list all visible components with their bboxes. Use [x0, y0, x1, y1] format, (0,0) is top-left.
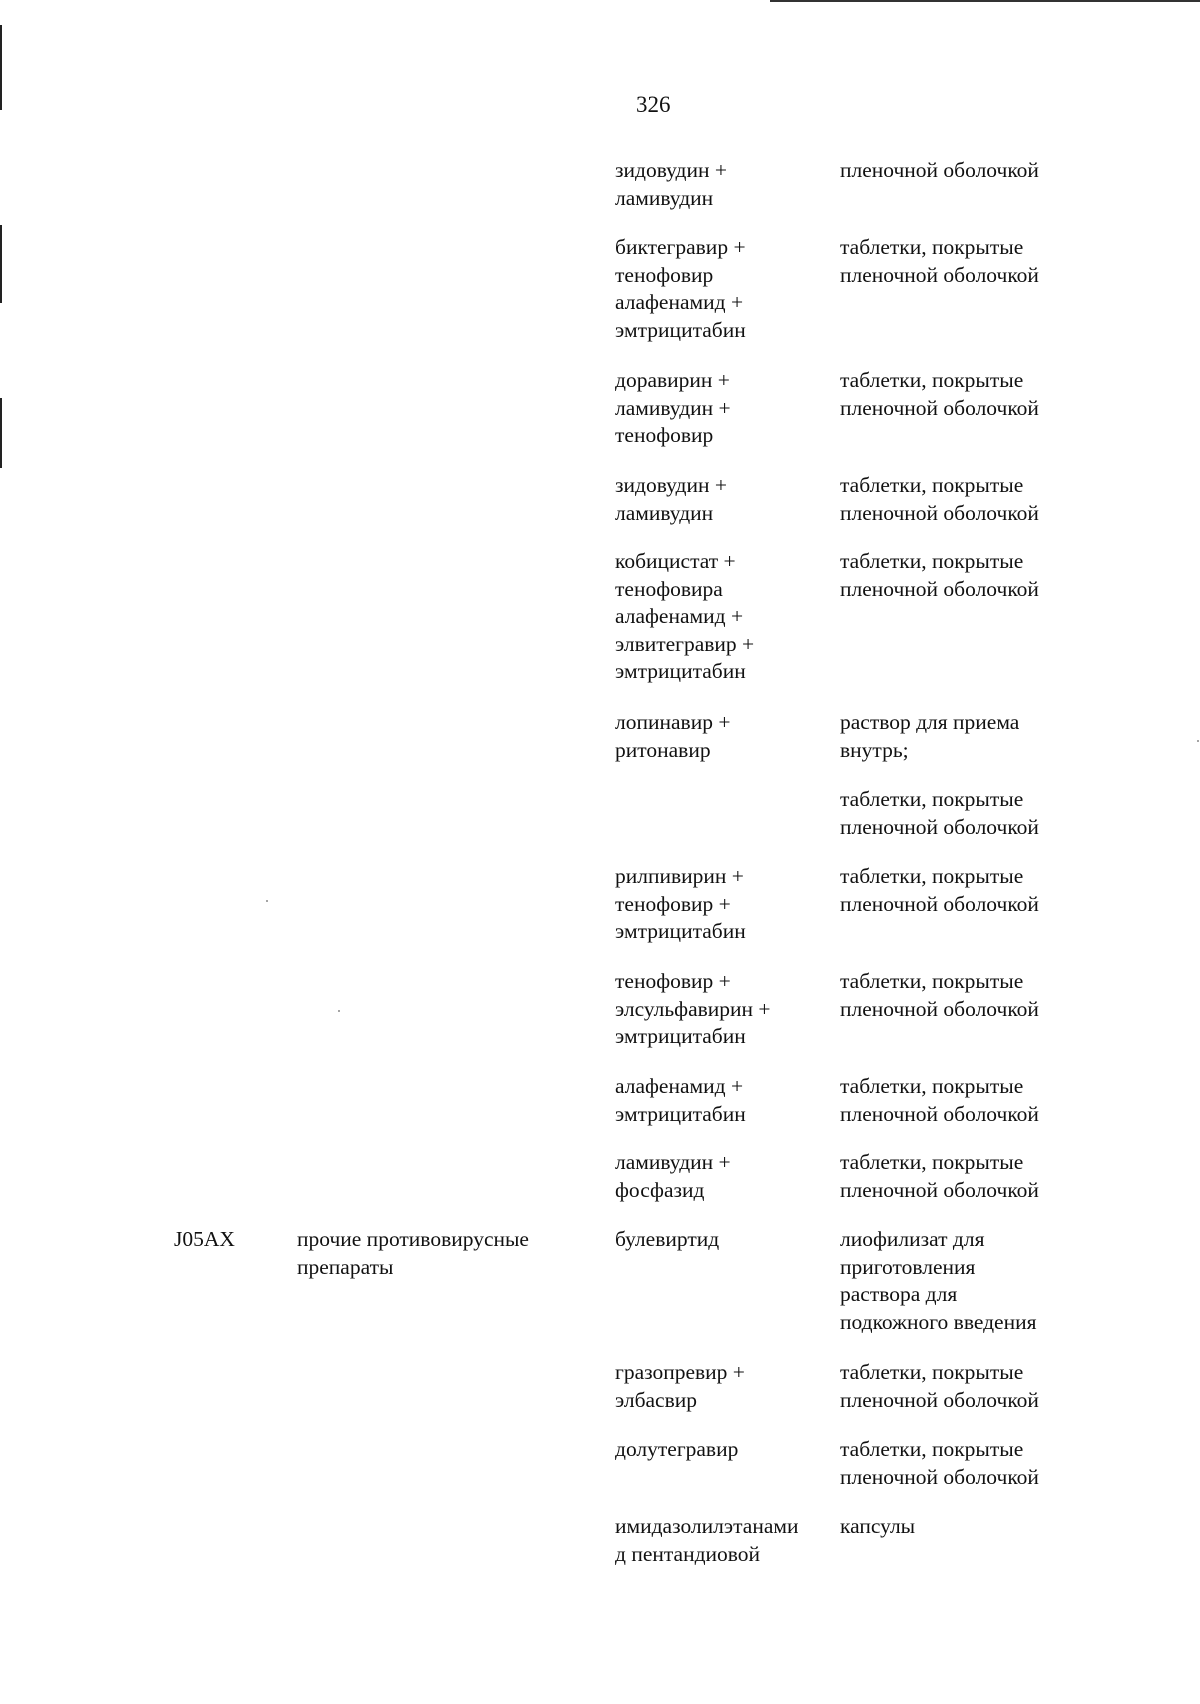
drug-name: зидовудин + ламивудин — [615, 158, 727, 210]
scan-edge-top — [770, 0, 1200, 2]
drug-name: долутегравир — [615, 1437, 739, 1461]
page-number: 326 — [636, 92, 671, 117]
drug-group: прочие противовирусные препараты — [297, 1227, 529, 1279]
drug-name: гразопревир + элбасвир — [615, 1360, 745, 1412]
drug-name: доравирин + ламивудин + тенофовир — [615, 368, 731, 447]
scan-edge-left — [0, 398, 2, 468]
drug-name: зидовудин + ламивудин — [615, 473, 727, 525]
scan-speck — [1197, 740, 1199, 742]
scan-speck — [338, 1010, 340, 1012]
dosage-form: таблетки, покрытые пленочной оболочкой — [840, 235, 1039, 287]
atc-code: J05AX — [174, 1227, 235, 1251]
dosage-form: таблетки, покрытые пленочной оболочкой — [840, 1437, 1039, 1489]
dosage-form: капсулы — [840, 1514, 916, 1538]
drug-name: имидазолилэтанами д пентандиовой — [615, 1514, 799, 1566]
dosage-form: лиофилизат для приготовления раствора для подкожного введения — [840, 1227, 1037, 1334]
drug-name: ламивудин + фосфазид — [615, 1150, 731, 1202]
dosage-form: таблетки, покрытые пленочной оболочкой — [840, 473, 1039, 525]
dosage-form: таблетки, покрытые пленочной оболочкой — [840, 368, 1039, 420]
dosage-form: таблетки, покрытые пленочной оболочкой — [840, 1074, 1039, 1126]
drug-name: алафенамид + эмтрицитабин — [615, 1074, 746, 1126]
scan-edge-left — [0, 225, 2, 303]
dosage-form: пленочной оболочкой — [840, 158, 1039, 182]
drug-name: тенофовир + элсульфавирин + эмтрицитабин — [615, 969, 771, 1048]
dosage-form: таблетки, покрытые пленочной оболочкой — [840, 1360, 1039, 1412]
drug-name: рилпивирин + тенофовир + эмтрицитабин — [615, 864, 746, 943]
drug-name: кобицистат + тенофовира алафенамид + элвитегравир + эмтрицитабин — [615, 549, 755, 683]
dosage-form: таблетки, покрытые пленочной оболочкой — [840, 1150, 1039, 1202]
scan-speck — [266, 900, 268, 902]
dosage-form: таблетки, покрытые пленочной оболочкой — [840, 864, 1039, 916]
dosage-form: таблетки, покрытые пленочной оболочкой — [840, 969, 1039, 1021]
scan-edge-left — [0, 25, 2, 110]
drug-name: биктегравир + тенофовир алафенамид + эмтрицитабин — [615, 235, 746, 342]
dosage-form: раствор для приема внутрь; — [840, 710, 1020, 762]
dosage-form: таблетки, покрытые пленочной оболочкой — [840, 549, 1039, 601]
drug-name: булевиртид — [615, 1227, 720, 1251]
dosage-form: таблетки, покрытые пленочной оболочкой — [840, 787, 1039, 839]
drug-name: лопинавир + ритонавир — [615, 710, 731, 762]
